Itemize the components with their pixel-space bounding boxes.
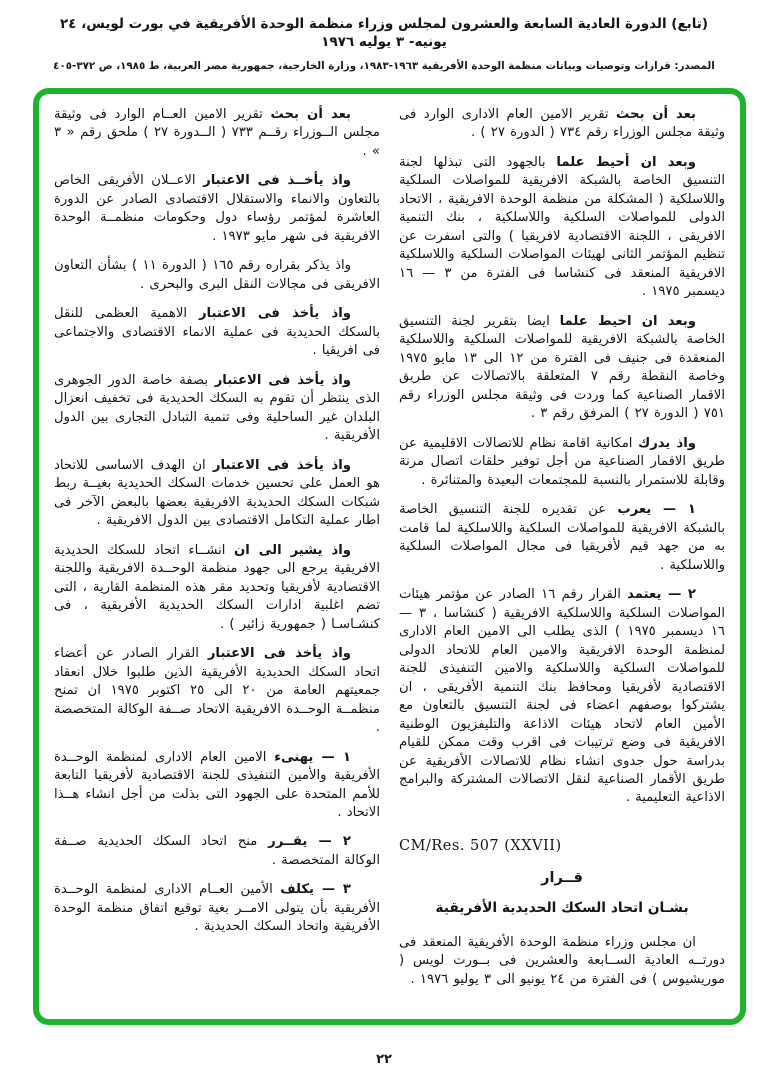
paragraph: وبعد ان أحيط علما بالجهود التى تبذلها لجنة التنسيق الخاصة بالشبكة الافريقية للمواصلات السلكية واللاسلكية ( المشكلة من منظمة الوحدة الافريقية ، الاتحاد الدولى للمواصلات السلكية واللاسلكية ، بنك التنمية الافريقى ، اللجنة الاقتصادية لافريقيا ) والتى اسفرت عن تنظيم المؤتمر الثانى لهيئات المواصلات السلكية واللاسلكية الافريقية المنعقد فى كنشاسا فى الفترة من ٣ — ١٦ ديسمبر ١٩٧٥ . [399, 154, 725, 300]
paragraph: واذ يأخذ فى الاعتبار القرار الصادر عن أعضاء اتحاد السكك الحديدية الأفريقية الذين طلبوا خلال انعقاد جمعيتهم العامة من ٢٠ الى ٢٥ اكتوبر ١٩٧٥ ان تمنح منظمــة الوحــدة الافريقية الاتحاد صــفة الوكالة المتخصصة . [54, 646, 380, 736]
paragraph: واذ يشير الى ان انشــاء اتحاد للسكك الحديدية الافريقية يرجع الى جهود منظمة الوحــدة الافريقية واللجنة الاقتصادية لأفريقيا وتحديد مقر هذه المنظمة القارية ، التى تضم اغلبية ادارات السكك الحديدية الأفريقية ، فى كنشـاسـا ( جمهورية زائير ) . [54, 542, 380, 632]
resolution-heading: قــرار [541, 869, 583, 886]
paragraph-lead: واذ يأخذ فى الاعتبار [212, 457, 351, 473]
paragraph-lead: واذ يشير الى ان [234, 542, 351, 558]
paragraph-lead: واذ يأخــذ فى الاعتبار [203, 173, 351, 189]
page-number: ٢٢ [376, 1052, 392, 1067]
paragraph: ١ — يهنىء الامين العام الادارى لمنظمة الوحــدة الأفريقية والأمين التنفيذى للجنة الاقتصادية لأفريقيا التابعة للأمم المتحدة على الجهود التى بذلت من أجل انشاء هــذا الاتحاد . [54, 749, 380, 820]
paragraph-lead: ٢ — يقــرر [268, 834, 351, 850]
paragraph: بعد أن بحث تقرير الامين العام الادارى الوارد فى وثيقة مجلس الوزراء رقم ٧٣٤ ( الدورة ٢٧ ) . [399, 107, 725, 141]
paragraph-lead: ١ — يعرب [617, 502, 696, 518]
paragraph-lead: ٢ — يعتمد [627, 587, 696, 603]
resolution-subject: بشـان اتحاد السكك الحديدية الأفريقية [435, 899, 689, 916]
paragraph-lead: واذ يأخذ فى الاعتبار [207, 646, 351, 662]
paragraph: بعد أن بحث تقرير الامين العــام الوارد فى وثيقة مجلس الــوزراء رقــم ٧٣٣ ( الــدورة ٢٧ ) ملحق رقم « ٣ » . [54, 107, 380, 159]
document-border-frame [33, 88, 746, 1025]
column-right [399, 106, 725, 1009]
paragraph: واذ يذكر بقراره رقم ١٦٥ ( الدورة ١١ ) بشأن التعاون الافريقى فى مجالات النقل البرى والبحرى . [54, 258, 380, 292]
paragraph-lead: واذ يدرك [638, 435, 696, 451]
paragraph-lead: بعد أن بحث [616, 107, 696, 122]
paragraph-lead: واذ يأخذ فى الاعتبار [198, 306, 351, 322]
paragraph: ١ — يعرب عن تقديره للجنة التنسيق الخاصة بالشبكة الافريقية للمواصلات السلكية واللاسلكية لما قامت به من جهد قيم لأفريقيا فى مجال المواصلات السلكية واللاسلكية . [399, 502, 725, 573]
paragraph: ان مجلس وزراء منظمة الوحدة الأفريقية المنعقد فى دورتــه العادية الســابعة والعشرين فى بــورت لويس ( موريشيوس ) فى الفترة من ٢٤ يونيو الى ٣ يوليو ١٩٧٦ . [399, 934, 725, 987]
paragraph: ٢ — يعتمد القرار رقم ١٦ الصادر عن مؤتمر هيئات المواصلات السلكية واللاسلكية الافريقية ( كنشاسا ، ٣ — ١٦ ديسمبر ١٩٧٥ ) الذى يطلب الى الامين العام الادارى لمنظمة الوحدة الافريقية والامين العام للاتحاد الدولى للمواصلات السلكية واللاسلكية والامين التنفيذى للجنة الاقتصادية لأفريقيا ومحافظ بنك التنمية الأفريقى ، ان يشتركوا بوصفهم اعضاء فى لجنة التنسيق بالتعاون مع الأمين العام لاتحاد هيئات الاذاعة والتليفزيون الوطنية الافريقية فى وضع ترتيبات فى اقرب وقت ممكن للقيام بدراسة حول جدوى انشاء نظام للاتصالات الأفريقية عن طريق الأقمار الصناعية لنقل الاتصالات المشتركة والبرامج الاذاعية التعليمية . [399, 587, 725, 806]
paragraph-lead: وبعد ان احيط علما [559, 313, 696, 329]
paragraph-lead: ٣ — يكلف [280, 882, 351, 898]
session-title: (تابع) الدورة العادية السابعة والعشرون لمجلس وزراء منظمة الوحدة الأفريقية في بورت لويس، ٢٤ يونيه- ٣ يوليه ١٩٧٦ [59, 16, 709, 50]
page-header [0, 16, 768, 72]
paragraph: وبعد ان احيط علما ايضا بتقرير لجنة التنسيق الخاصة بالشبكة الافريقية للمواصلات السلكية واللاسلكية المنعقدة فى جنيف فى الفترة من ١٢ الى ١٣ مايو ١٩٧٥ وخاصة النقطة رقم ٧ المتعلقة بالاتصالات عن طريق الاقمار الصناعية كما وردت فى وثيقة مجلس الوزراء رقم ٧٥١ ( الدورة ٢٧ ) المرفق رقم ٣ . [399, 313, 726, 422]
source-citation: المصدر: قرارات وتوصيات وبيانات منظمة الوحدة الأفريقية ١٩٦٣-١٩٨٣، وزارة الخارجية، جمهورية مصر العربية، ط ١٩٨٥، ص ٣٧٢-٤٠٥ [53, 60, 715, 73]
paragraph: واذ يأخــذ فى الاعتبار الاعــلان الأفريقى الخاص بالتعاون والانماء والاستقلال الاقتصادى الصادر عن الدورة العاشرة لمؤتمر رؤساء دول وحكومات منظمــة الوحدة الافريقية فى شهر مايو ١٩٧٣ . [54, 173, 380, 244]
paragraph-lead: وبعد ان أحيط علما [556, 154, 696, 170]
paragraph-lead: ١ — يهنىء [274, 749, 351, 765]
paragraph-lead: بعد أن بحث [270, 107, 351, 122]
paragraph: واذ يأخذ فى الاعتبار ان الهدف الاساسى للاتحاد هو العمل على تحسين خدمات السكك الحديدية بغيــة ربط شبكات السكك الحديدية الافريقية بعضها بالبعض الآخر فى اطار عملية التكامل الاقتصادى بين الدول الافريقية . [54, 457, 380, 529]
paragraph: واذ يأخذ فى الاعتبار الاهمية العظمى للنقل بالسكك الحديدية فى عملية الانماء الاقتصادى والاجتماعى فى افريقيا . [54, 306, 380, 359]
column-left [54, 106, 380, 1009]
paragraph: ٣ — يكلف الأمين العــام الادارى لمنظمة الوحــدة الأفريقية بأن يتولى الامــر بغية توقيع اتفاق منظمة الوحدة الأفريقية واتحاد السكك الحديدية . [54, 882, 380, 935]
paragraph: ٢ — يقــرر منح اتحاد السكك الحديدية صــفة الوكالة المتخصصة . [54, 834, 380, 868]
paragraph-lead: واذ يأخذ فى الاعتبار [214, 372, 351, 388]
paragraph: واذ يأخذ فى الاعتبار بصفة خاصة الدور الجوهرى الذى ينتظر أن تقوم به السكك الحديدية فى تخفيف انعزال البلدان غير الساحلية وفى تنمية التبادل التجارى بين الدول الأفريقية . [54, 372, 380, 444]
paragraph: واذ يدرك امكانية اقامة نظام للاتصالات الاقليمية عن طريق الاقمار الصناعية من أجل توفير حلقات اتصال مرنة وقابلة للاستمرار بالنسبة للمجتمعات البعيدة والمتناثرة . [399, 435, 725, 488]
resolution-reference: CM/Res. 507 (XXVII) [399, 837, 562, 854]
text-columns [54, 106, 725, 1009]
